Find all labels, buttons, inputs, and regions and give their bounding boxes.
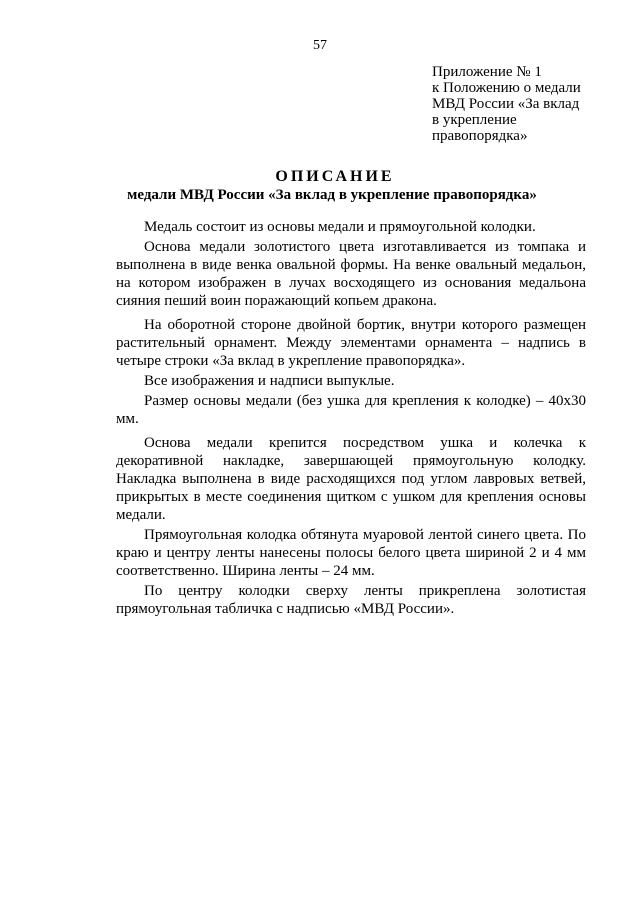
paragraph: На оборотной стороне двойной бортик, внутри которого размещен растительный орнамент. Между элементами орнамента – надпись в четыре строки «За вклад в укрепление правопорядка». bbox=[116, 317, 586, 369]
paragraph: Прямоугольная колодка обтянута муаровой лентой синего цвета. По краю и центру ленты нанесены полосы белого цвета шириной 2 и 4 мм соответственно. Ширина ленты – 24 мм. bbox=[116, 527, 586, 579]
document-title: ОПИСАНИЕ bbox=[275, 168, 395, 185]
paragraph: Основа медали крепится посредством ушка и колечка к декоративной накладке, завершающей прямоугольную колодку. Накладка выполнена в виде расходящихся под углом лавровых ветвей, прикрытых в месте соединения щитком с ушком для крепления основы медали. bbox=[116, 435, 586, 523]
appendix-line: Приложение № 1 bbox=[432, 64, 542, 80]
appendix-line: МВД России «За вклад bbox=[432, 96, 580, 112]
description-body bbox=[116, 218, 586, 620]
appendix-line: правопорядка» bbox=[432, 128, 528, 144]
appendix-line: к Положению о медали bbox=[432, 80, 581, 96]
paragraph: Основа медали золотистого цвета изготавливается из томпака и выполнена в виде венка овальной формы. На венке овальный медальон, на котором изображен в лучах восходящего из основания медальона сияния пеший воин поражающий копьем дракона. bbox=[116, 239, 586, 309]
page-number: 57 bbox=[313, 38, 327, 53]
appendix-line: в укрепление bbox=[432, 112, 517, 128]
appendix-reference bbox=[432, 64, 612, 144]
paragraph: Медаль состоит из основы медали и прямоугольной колодки. bbox=[144, 219, 536, 235]
paragraph: Все изображения и надписи выпуклые. bbox=[144, 373, 395, 389]
document-subtitle: медали МВД России «За вклад в укрепление правопорядка» bbox=[127, 187, 537, 203]
paragraph: По центру колодки сверху ленты прикреплена золотистая прямоугольная табличка с надписью «МВД России». bbox=[116, 583, 586, 617]
paragraph: Размер основы медали (без ушка для крепления к колодке) – 40х30 мм. bbox=[116, 393, 586, 427]
